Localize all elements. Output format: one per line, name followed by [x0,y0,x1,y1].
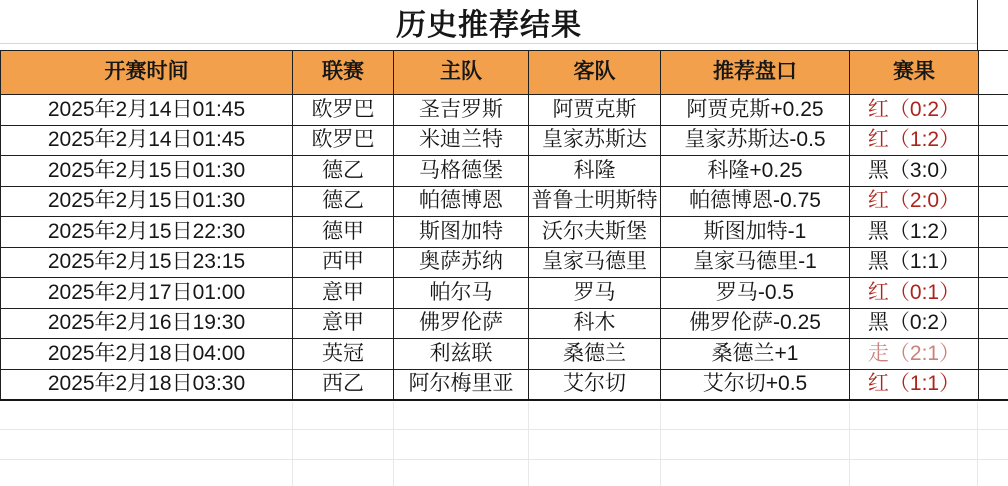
faint-gridline-vertical [660,402,661,486]
result-score: （1:1） [888,372,961,396]
table-row [1,95,1008,126]
result-cell [850,186,979,217]
result-flag: 走 [867,341,889,365]
away-team-cell: 皇家马德里 [529,247,661,278]
league-cell: 意甲 [293,308,394,339]
kickoff-time-cell: 2025年2月16日19:30 [1,308,293,339]
result-cell [850,247,979,278]
kickoff-time-cell: 2025年2月17日01:00 [1,278,293,309]
table-row [1,186,1008,217]
home-team-cell: 米迪兰特 [394,125,529,156]
away-team-cell: 科木 [529,308,661,339]
kickoff-time-cell: 2025年2月15日22:30 [1,217,293,248]
home-team-cell: 利兹联 [394,339,529,370]
kickoff-time-cell: 2025年2月18日03:30 [1,369,293,400]
kickoff-time-cell: 2025年2月14日01:45 [1,95,293,126]
away-team-cell: 罗马 [529,278,661,309]
table-row [1,247,1008,278]
handicap-cell: 艾尔切+0.5 [661,369,850,400]
away-team-cell: 桑德兰 [529,339,661,370]
result-flag: 红 [867,128,889,152]
handicap-cell: 皇家马德里-1 [661,247,850,278]
header-stub-cell [979,51,1008,95]
league-cell: 意甲 [293,278,394,309]
result-score: （0:2） [888,97,961,121]
handicap-cell: 佛罗伦萨-0.25 [661,308,850,339]
result-score: （1:1） [888,250,961,274]
result-cell [850,156,979,187]
league-cell: 德乙 [293,186,394,217]
result-cell [850,339,979,370]
table-row [1,339,1008,370]
result-cell [850,95,979,126]
header-away-team: 客队 [529,51,661,95]
kickoff-time-cell: 2025年2月15日01:30 [1,156,293,187]
result-score: （0:1） [888,280,961,304]
stub-cell [979,95,1008,126]
results-table [0,50,1008,401]
league-cell: 德乙 [293,156,394,187]
header-kickoff-time: 开赛时间 [1,51,293,95]
away-team-cell: 皇家苏斯达 [529,125,661,156]
result-score: （3:0） [888,158,961,182]
result-score: （1:2） [888,128,961,152]
empty-grid-area [0,402,1008,486]
result-cell [850,278,979,309]
table-row [1,217,1008,248]
table-row [1,125,1008,156]
header-home-team: 主队 [394,51,529,95]
table-row [1,278,1008,309]
result-flag: 黑 [867,219,889,243]
stub-cell [979,217,1008,248]
away-team-cell: 沃尔夫斯堡 [529,217,661,248]
result-cell [850,125,979,156]
faint-gridline-horizontal [0,429,1008,430]
handicap-cell: 罗马-0.5 [661,278,850,309]
home-team-cell: 帕德博恩 [394,186,529,217]
stub-cell [979,339,1008,370]
stub-cell [979,308,1008,339]
result-flag: 黑 [867,158,889,182]
home-team-cell: 马格德堡 [394,156,529,187]
result-cell [850,369,979,400]
faint-gridline-vertical [528,402,529,486]
faint-gridline-vertical [977,402,978,486]
league-cell: 德甲 [293,217,394,248]
result-score: （0:2） [888,311,961,335]
handicap-cell: 阿贾克斯+0.25 [661,95,850,126]
stub-cell [979,125,1008,156]
home-team-cell: 斯图加特 [394,217,529,248]
faint-gridline-vertical [849,402,850,486]
away-team-cell: 艾尔切 [529,369,661,400]
stub-cell [979,156,1008,187]
kickoff-time-cell: 2025年2月15日01:30 [1,186,293,217]
home-team-cell: 帕尔马 [394,278,529,309]
result-flag: 红 [867,372,889,396]
home-team-cell: 阿尔梅里亚 [394,369,529,400]
results-tbody [1,95,1008,401]
kickoff-time-cell: 2025年2月14日01:45 [1,125,293,156]
home-team-cell: 奥萨苏纳 [394,247,529,278]
home-team-cell: 佛罗伦萨 [394,308,529,339]
handicap-cell: 皇家苏斯达-0.5 [661,125,850,156]
stub-cell [979,278,1008,309]
away-team-cell: 阿贾克斯 [529,95,661,126]
result-flag: 黑 [867,311,889,335]
handicap-cell: 斯图加特-1 [661,217,850,248]
table-row [1,308,1008,339]
faint-gridline-vertical [292,402,293,486]
result-score: （1:2） [888,219,961,243]
league-cell: 西甲 [293,247,394,278]
result-score: （2:0） [888,189,961,213]
kickoff-time-cell: 2025年2月15日23:15 [1,247,293,278]
table-row [1,369,1008,400]
away-team-cell: 普鲁士明斯特 [529,186,661,217]
stub-cell [979,247,1008,278]
handicap-cell: 桑德兰+1 [661,339,850,370]
result-score: （2:1） [888,341,961,365]
home-team-cell: 圣吉罗斯 [394,95,529,126]
result-cell [850,217,979,248]
league-cell: 英冠 [293,339,394,370]
header-recommended-handicap: 推荐盘口 [661,51,850,95]
away-team-cell: 科隆 [529,156,661,187]
league-cell: 欧罗巴 [293,125,394,156]
grid-line-vertical [977,0,978,50]
league-cell: 欧罗巴 [293,95,394,126]
header-league: 联赛 [293,51,394,95]
results-header [1,51,1008,95]
result-flag: 黑 [867,250,889,274]
handicap-cell: 帕德博恩-0.75 [661,186,850,217]
header-result: 赛果 [850,51,979,95]
result-flag: 红 [867,97,889,121]
result-flag: 红 [867,189,889,213]
table-row [1,156,1008,187]
kickoff-time-cell: 2025年2月18日04:00 [1,339,293,370]
league-cell: 西乙 [293,369,394,400]
handicap-cell: 科隆+0.25 [661,156,850,187]
faint-gridline-vertical [393,402,394,486]
stub-cell [979,186,1008,217]
page-title: 历史推荐结果 [0,0,978,44]
stub-cell [979,369,1008,400]
faint-gridline-horizontal [0,459,1008,460]
result-cell [850,308,979,339]
result-flag: 红 [867,280,889,304]
header-row [1,51,1008,95]
